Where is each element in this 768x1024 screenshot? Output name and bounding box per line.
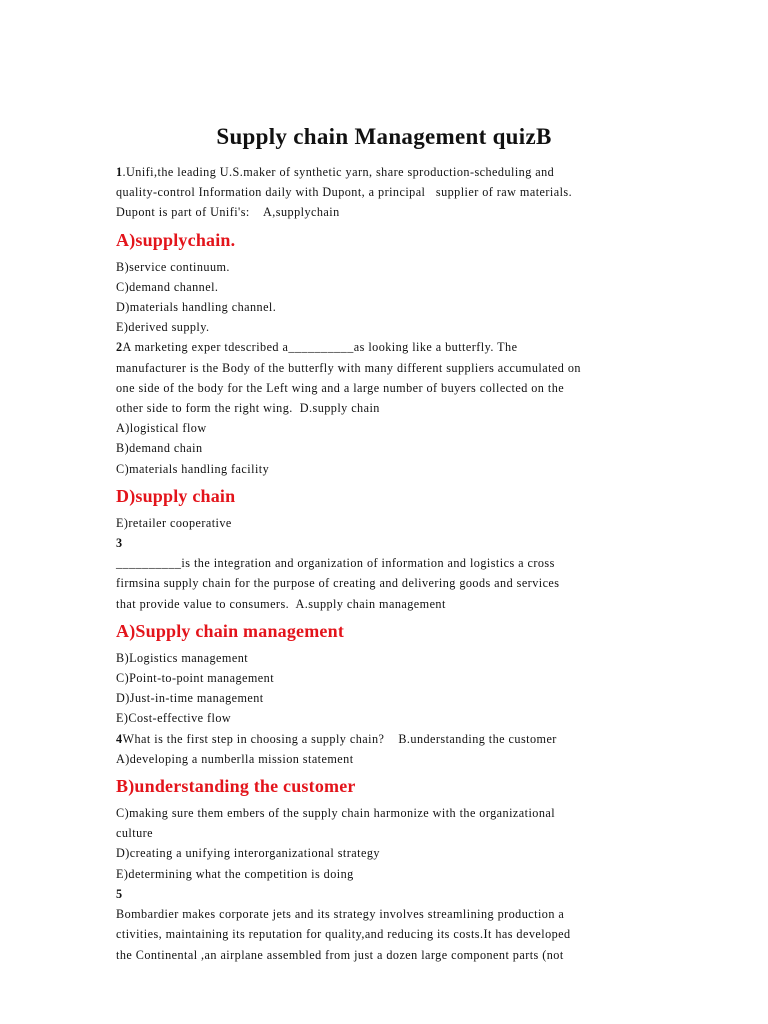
question-number: 5 xyxy=(116,886,123,901)
question-number: 4 xyxy=(116,731,123,746)
option: E)retailer cooperative xyxy=(116,515,232,530)
question-number: 3 xyxy=(116,536,123,551)
question-3-line-1: __________is the integration and organization of information and logistics a cross xyxy=(116,556,555,571)
answer-highlight: A)Supply chain management xyxy=(116,620,345,641)
option: E)determining what the competition is doing xyxy=(116,866,354,881)
question-5-line-1: Bombardier makes corporate jets and its strategy involves streamlining production a xyxy=(116,907,565,922)
question-2 xyxy=(116,337,656,533)
question-1-line-3: Dupont is part of Unifi's: A,supplychain xyxy=(116,205,340,220)
question-5 xyxy=(116,884,656,965)
option: D)materials handling channel. xyxy=(116,300,277,315)
question-3 xyxy=(116,533,656,729)
option: B)Logistics management xyxy=(116,650,249,665)
page-title: Supply chain Management quizB xyxy=(216,124,552,149)
option: D)Just-in-time management xyxy=(116,691,264,706)
option: C)materials handling facility xyxy=(116,461,270,476)
question-number: 2 xyxy=(116,340,123,355)
option: E)derived supply. xyxy=(116,320,210,335)
option: C)demand channel. xyxy=(116,279,219,294)
question-1-line-1: 1.Unifi,the leading U.S.maker of synthetic yarn, share sproduction-scheduling and xyxy=(116,165,555,179)
question-3-line-3: that provide value to consumers. A.supply chain management xyxy=(116,596,446,611)
option: C)making sure them embers of the supply chain harmonize with the organizational xyxy=(116,806,556,821)
option: C)Point-to-point management xyxy=(116,671,275,686)
question-4-line-1: 4What is the first step in choosing a supply chain? B.understanding the customer xyxy=(116,731,557,746)
option: B)service continuum. xyxy=(116,259,230,274)
question-2-line-4: other side to form the right wing. D.supply chain xyxy=(116,401,380,416)
option: D)creating a unifying interorganizational strategy xyxy=(116,846,380,861)
answer-highlight: B)understanding the customer xyxy=(116,776,356,797)
answer-highlight: A)supplychain. xyxy=(116,229,236,250)
question-1-line-2: quality-control Information daily with Dupont, a principal supplier of raw materials. xyxy=(116,185,573,200)
option: B)demand chain xyxy=(116,441,203,456)
question-5-line-2: ctivities, maintaining its reputation for quality,and reducing its costs.It has developed xyxy=(116,927,571,942)
option: culture xyxy=(116,826,153,841)
question-2-line-3: one side of the body for the Left wing and a large number of buyers collected on the xyxy=(116,380,565,395)
answer-highlight: D)supply chain xyxy=(116,485,236,506)
option: A)logistical flow xyxy=(116,421,207,436)
question-2-line-1: 2A marketing exper tdescribed a__________as looking like a butterfly. The xyxy=(116,340,518,355)
question-1 xyxy=(116,162,656,337)
question-2-line-2: manufacturer is the Body of the butterfly with many different suppliers accumulated on xyxy=(116,360,581,375)
option: A)developing a numberlla mission statement xyxy=(116,751,354,766)
question-3-line-2: firmsina supply chain for the purpose of creating and delivering goods and services xyxy=(116,576,560,591)
question-4 xyxy=(116,729,656,884)
quiz-content xyxy=(116,162,656,965)
question-5-line-3: the Continental ,an airplane assembled from just a dozen large component parts (not xyxy=(116,947,564,962)
option: E)Cost-effective flow xyxy=(116,711,232,726)
question-number: 1 xyxy=(116,165,123,179)
